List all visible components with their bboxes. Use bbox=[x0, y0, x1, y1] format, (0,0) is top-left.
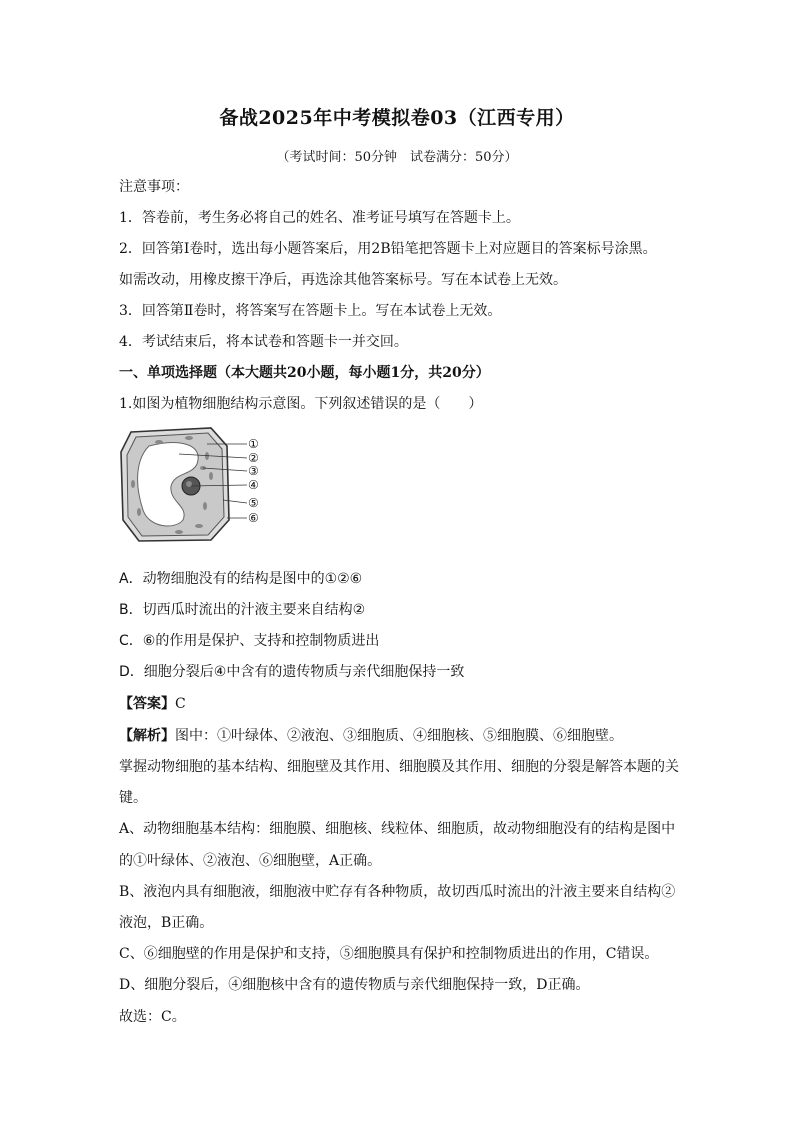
plant-cell-diagram bbox=[119, 424, 269, 544]
analysis-label: 【解析】 bbox=[119, 728, 175, 744]
answer-label: 【答案】 bbox=[119, 696, 175, 712]
figure-label: ⑥ bbox=[248, 511, 259, 525]
analysis-line: 键。 bbox=[119, 790, 147, 806]
analysis-line: C、⑥细胞壁的作用是保护和支持，⑤细胞膜具有保护和控制物质进出的作用，C错误。 bbox=[119, 946, 659, 962]
notice-item: 2．回答第Ⅰ卷时，选出每小题答案后，用2B铅笔把答题卡上对应题目的答案标号涂黑。 bbox=[119, 241, 657, 257]
notice-item: 如需改动，用橡皮擦干净后，再选涂其他答案标号。写在本试卷上无效。 bbox=[119, 272, 567, 288]
analysis-first-line bbox=[119, 727, 623, 745]
option-a: A．动物细胞没有的结构是图中的①②⑥ bbox=[119, 571, 363, 587]
analysis-line: B、液泡内具有细胞液，细胞液中贮存有各种物质，故切西瓜时流出的汁液主要来自结构② bbox=[119, 884, 676, 900]
analysis-line: 掌握动物细胞的基本结构、细胞壁及其作用、细胞膜及其作用、细胞的分裂是解答本题的关 bbox=[119, 759, 679, 775]
option-c: C．⑥的作用是保护、支持和控制物质进出 bbox=[119, 633, 380, 649]
question-stem: 1.如图为植物细胞结构示意图。下列叙述错误的是（ ） bbox=[119, 396, 483, 412]
analysis-line: D、细胞分裂后，④细胞核中含有的遗传物质与亲代细胞保持一致，D正确。 bbox=[119, 977, 590, 993]
notice-item: 3．回答第Ⅱ卷时，将答案写在答题卡上。写在本试卷上无效。 bbox=[119, 303, 502, 319]
analysis-line: 的①叶绿体、②液泡、⑥细胞壁，A正确。 bbox=[119, 853, 382, 869]
answer-value: C bbox=[175, 696, 186, 712]
analysis-conclusion: 故选：C。 bbox=[119, 1009, 186, 1025]
figure-label: ③ bbox=[248, 464, 259, 478]
page-title: 备战2025年中考模拟卷03（江西专用） bbox=[219, 107, 575, 129]
option-b: B．切西瓜时流出的汁液主要来自结构② bbox=[119, 602, 366, 618]
analysis-line: 液泡，B正确。 bbox=[119, 915, 214, 931]
notice-item: 1．答卷前，考生务必将自己的姓名、准考证号填写在答题卡上。 bbox=[119, 210, 520, 226]
figure-label: ② bbox=[248, 451, 259, 465]
section-heading: 一、单项选择题（本大题共20小题，每小题1分，共20分） bbox=[119, 365, 490, 381]
option-d: D．细胞分裂后④中含有的遗传物质与亲代细胞保持一致 bbox=[119, 664, 465, 680]
notice-heading: 注意事项： bbox=[119, 179, 189, 195]
notice-item: 4．考试结束后，将本试卷和答题卡一并交回。 bbox=[119, 334, 408, 350]
analysis-text: 图中：①叶绿体、②液泡、③细胞质、④细胞核、⑤细胞膜、⑥细胞壁。 bbox=[175, 728, 623, 744]
figure-label: ⑤ bbox=[248, 496, 259, 510]
exam-info: （考试时间：50分钟 试卷满分：50分） bbox=[276, 150, 518, 165]
figure-label: ① bbox=[248, 437, 259, 451]
figure-label: ④ bbox=[248, 478, 259, 492]
analysis-line: A、动物细胞基本结构：细胞膜、细胞核、线粒体、细胞质，故动物细胞没有的结构是图中 bbox=[119, 821, 676, 837]
answer-line bbox=[119, 695, 186, 713]
